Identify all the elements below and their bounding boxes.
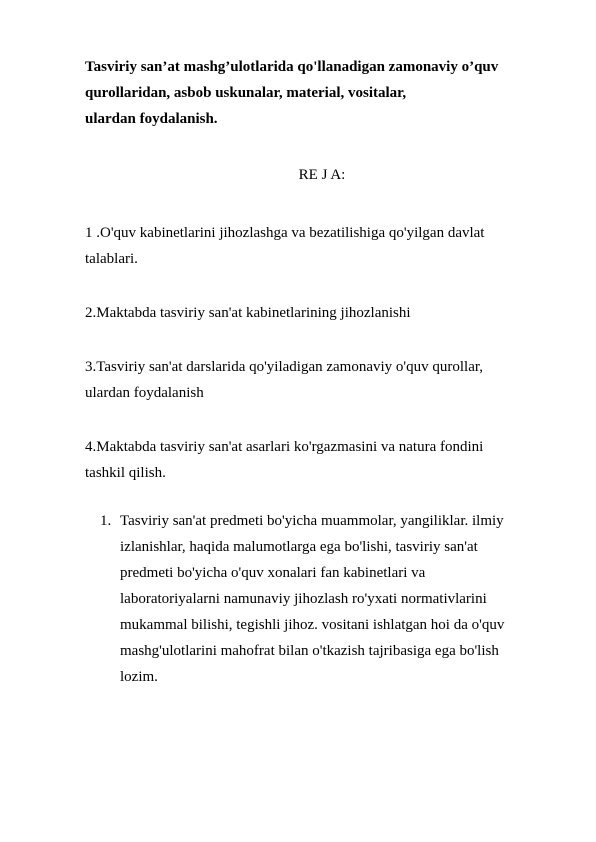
plan-item: [85, 300, 535, 326]
list-item-line: predmeti bo'yicha o'quv xonalari fan kabinetlari va: [120, 565, 426, 581]
plan-item-line: talablari.: [85, 251, 138, 267]
list-item-line: mashg'ulotlarini mahofrat bilan o'tkazish tajribasiga ega bo'lish: [120, 643, 499, 659]
plan-item: [85, 354, 535, 406]
plan-item-line: 1 .O'quv kabinetlarini jihozlashga va bezatilishiga qo'yilgan davlat: [85, 225, 485, 241]
list-item-line: laboratoriyalarni namunaviy jihozlash ro'yxati normativlarini: [120, 591, 487, 607]
list-item-line: mukammal bilishi, tegishli jihoz. vositani ishlatgan hoi da o'quv: [120, 617, 505, 633]
list-item-line: Tasviriy san'at predmeti bo'yicha muammolar, yangiliklar. ilmiy: [120, 513, 504, 529]
plan-item-line: 3.Tasviriy san'at darslarida qo'yiladigan zamonaviy o'quv qurollar,: [85, 359, 484, 375]
list-item-line: lozim.: [120, 669, 158, 685]
title-line: qurollaridan, asbob uskunalar, material, vositalar,: [85, 85, 407, 101]
list-item-text: [120, 508, 550, 690]
title-line: ulardan foydalanish.: [85, 111, 218, 127]
plan-item-line: 4.Maktabda tasviriy san'at asarlari ko'rgazmasini va natura fondini: [85, 439, 484, 455]
list-item-number: 1.: [100, 513, 112, 529]
title-line: Tasviriy san’at mashg’ulotlarida qo'llanadigan zamonaviy o’quv: [85, 59, 499, 75]
plan-item: [85, 434, 535, 486]
list-item-line: izlanishlar, haqida malumotlarga ega bo'lishi, tasviriy san'at: [120, 539, 478, 555]
plan-item-line: ulardan foydalanish: [85, 385, 204, 401]
plan-item-line: tashkil qilish.: [85, 465, 166, 481]
plan-item-line: 2.Maktabda tasviriy san'at kabinetlarining jihozlanishi: [85, 305, 411, 321]
document-title: [85, 54, 545, 132]
plan-item: [85, 220, 535, 272]
plan-heading: RE J A:: [298, 167, 346, 183]
